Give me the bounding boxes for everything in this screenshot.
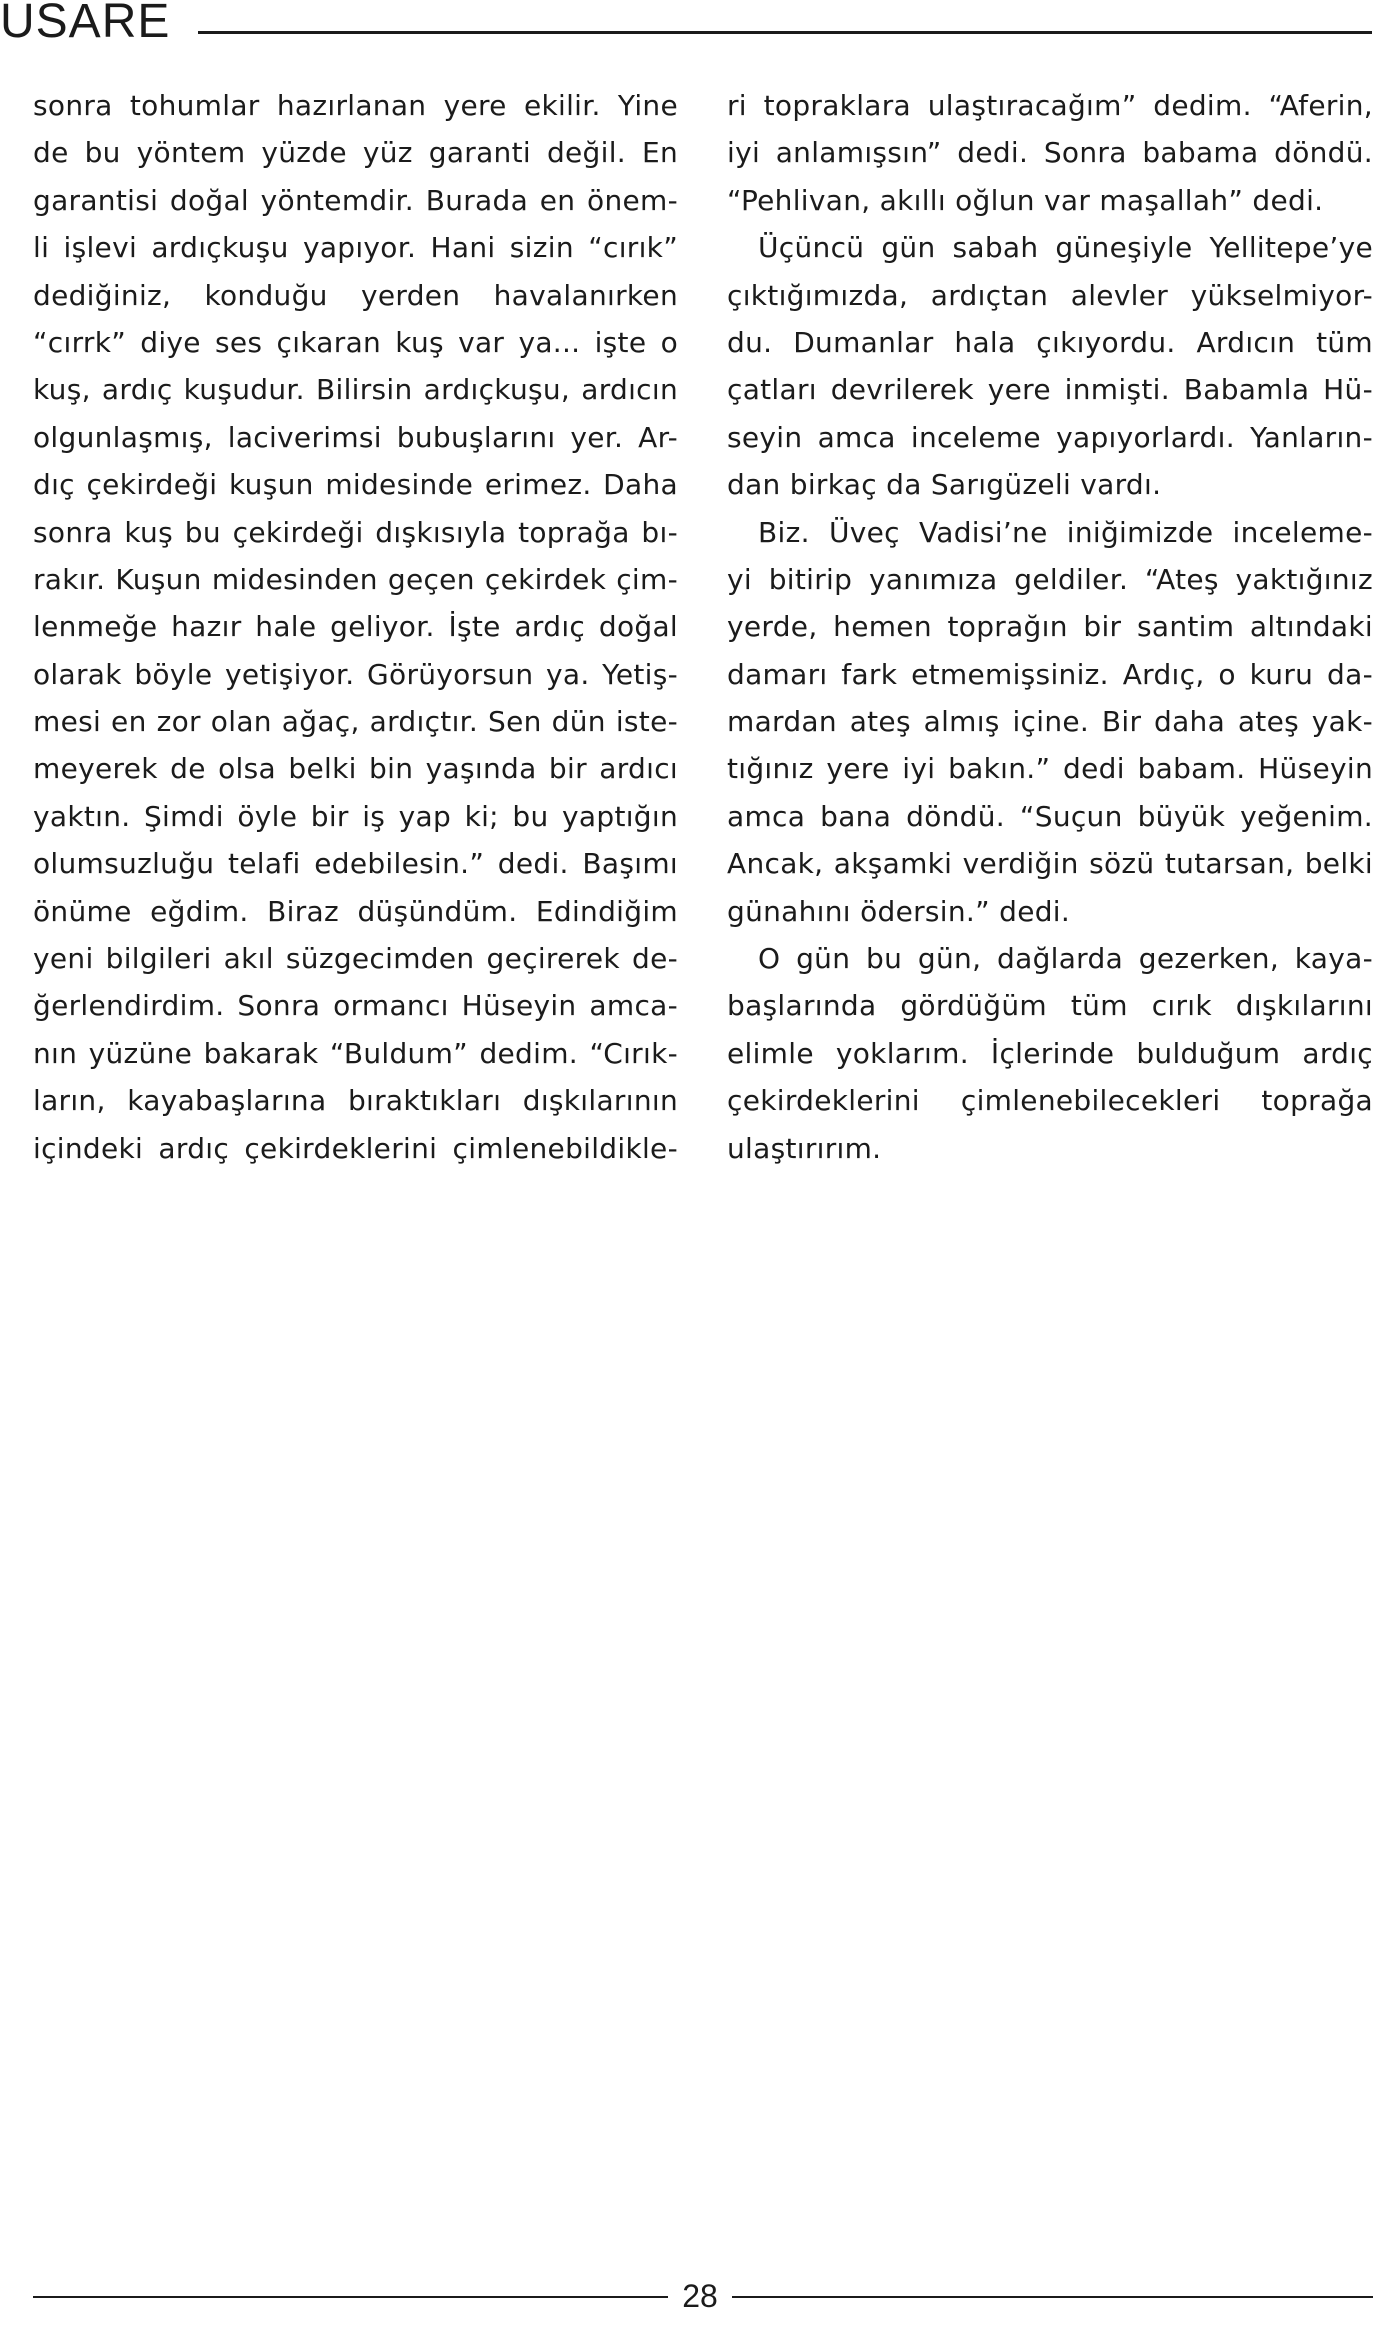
text-line: iyi anlamışsın” dedi. Sonra babama döndü. xyxy=(727,136,1373,170)
text-line: mesi en zor olan ağaç, ardıçtır. Sen dün iste- xyxy=(33,705,678,739)
page-header xyxy=(0,0,1400,60)
text-line: amca bana döndü. “Suçun büyük yeğenim. xyxy=(727,799,1373,833)
text-line: nın yüzüne bakarak “Buldum” dedim. “Cırık- xyxy=(33,1036,678,1070)
text-line: olarak böyle yetişiyor. Görüyorsun ya. Yetiş- xyxy=(33,657,678,691)
text-line: li işlevi ardıçkuşu yapıyor. Hani sizin “cırık” xyxy=(33,231,678,265)
text-line: yeni bilgileri akıl süzgecimden geçirerek de- xyxy=(33,942,678,976)
text-line: rakır. Kuşun midesinden geçen çekirdek çim- xyxy=(33,562,678,596)
text-line: ğerlendirdim. Sonra ormancı Hüseyin amca- xyxy=(33,989,678,1023)
text-line: ların, kayabaşlarına bıraktıkları dışkılarının xyxy=(33,1084,678,1118)
header-rule xyxy=(198,31,1372,34)
paragraph-first-line: Biz. Üveç Vadisi’ne iniğimizde inceleme- xyxy=(758,515,1373,549)
page-footer xyxy=(0,2278,1400,2314)
text-line: başlarında gördüğüm tüm cırık dışkılarını xyxy=(727,989,1373,1023)
paragraph-first-line: O gün bu gün, dağlarda gezerken, kaya- xyxy=(758,942,1373,976)
text-line: de bu yöntem yüzde yüz garanti değil. En xyxy=(33,136,678,170)
text-line: çatları devrilerek yere inmişti. Babamla Hü- xyxy=(727,373,1373,407)
text-line: günahını ödersin.” dedi. xyxy=(727,894,1071,928)
text-line: sonra tohumlar hazırlanan yere ekilir. Yine xyxy=(33,89,678,122)
text-column-left xyxy=(33,82,678,1172)
text-line: kuş, ardıç kuşudur. Bilirsin ardıçkuşu, ardıcın xyxy=(33,373,678,407)
text-line: garantisi doğal yöntemdir. Burada en önem- xyxy=(33,183,678,217)
text-line: lenmeğe hazır hale geliyor. İşte ardıç doğal xyxy=(33,610,678,644)
text-line: meyerek de olsa belki bin yaşında bir ardıcı xyxy=(33,752,678,786)
text-line: Ancak, akşamki verdiğin sözü tutarsan, belki xyxy=(727,847,1373,881)
text-line: çıktığımızda, ardıçtan alevler yükselmiyor- xyxy=(727,278,1373,312)
text-line: du. Dumanlar hala çıkıyordu. Ardıcın tüm xyxy=(727,325,1373,359)
text-line: ri topraklara ulaştıracağım” dedim. “Aferin, xyxy=(727,89,1373,122)
text-line: olgunlaşmış, laciverimsi bubuşlarını yer. Ar- xyxy=(33,420,678,454)
text-line: içindeki ardıç çekirdeklerini çimlenebildikle- xyxy=(33,1131,678,1165)
text-line: damarı fark etmemişsiniz. Ardıç, o kuru da- xyxy=(727,657,1373,691)
paragraph-first-line: Üçüncü gün sabah güneşiyle Yellitepe’ye xyxy=(758,231,1373,265)
running-header-title: USARE xyxy=(0,0,171,48)
footer-rule-right xyxy=(732,2296,1373,2298)
text-column-right xyxy=(727,82,1373,1172)
text-line: dan birkaç da Sarıgüzeli vardı. xyxy=(727,468,1162,502)
text-line: “cırrk” diye ses çıkaran kuş var ya... işte o xyxy=(33,325,678,359)
page-number: 28 xyxy=(682,2278,718,2314)
text-line: sonra kuş bu çekirdeği dışkısıyla toprağa bı- xyxy=(33,515,678,549)
text-line: elimle yoklarım. İçlerinde bulduğum ardıç xyxy=(727,1036,1373,1070)
text-line: seyin amca inceleme yapıyorlardı. Yanların- xyxy=(727,420,1373,454)
text-line: önüme eğdim. Biraz düşündüm. Edindiğim xyxy=(33,894,678,928)
text-line: tığınız yere iyi bakın.” dedi babam. Hüseyin xyxy=(727,752,1373,786)
text-line: olumsuzluğu telafi edebilesin.” dedi. Başımı xyxy=(33,847,678,881)
text-line: mardan ateş almış içine. Bir daha ateş yak- xyxy=(727,705,1373,739)
text-line: dediğiniz, konduğu yerden havalanırken xyxy=(33,278,678,312)
text-line: dıç çekirdeği kuşun midesinde erimez. Daha xyxy=(33,468,678,502)
text-line: ulaştırırım. xyxy=(727,1131,882,1165)
text-line: “Pehlivan, akıllı oğlun var maşallah” dedi. xyxy=(727,183,1324,217)
text-line: yi bitirip yanımıza geldiler. “Ateş yaktığınız xyxy=(727,562,1373,596)
footer-rule-left xyxy=(33,2296,668,2298)
text-line: yaktın. Şimdi öyle bir iş yap ki; bu yaptığın xyxy=(33,799,678,833)
text-line: çekirdeklerini çimlenebilecekleri toprağa xyxy=(727,1084,1373,1118)
text-line: yerde, hemen toprağın bir santim altındaki xyxy=(727,610,1373,644)
